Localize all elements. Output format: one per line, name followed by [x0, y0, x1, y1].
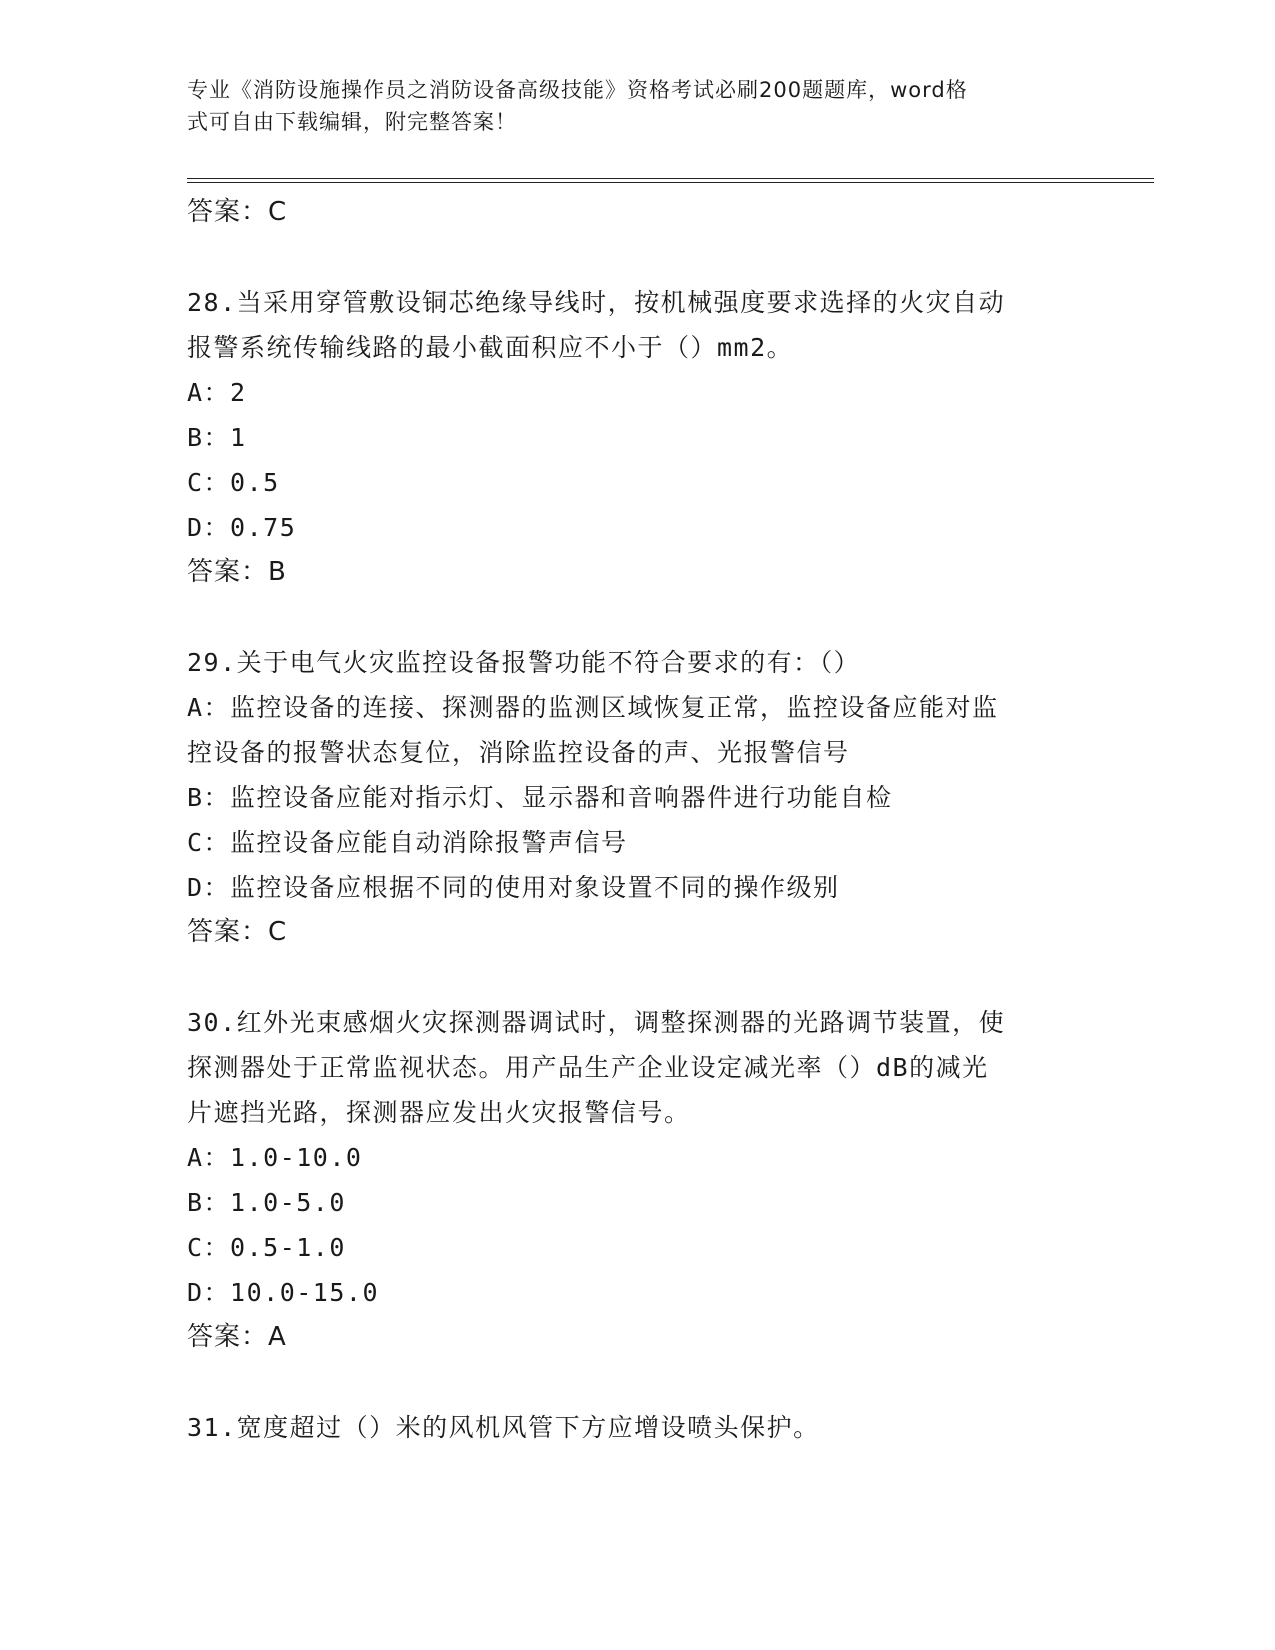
- page-header: [187, 74, 1067, 138]
- question-line: C：0.5: [187, 468, 280, 497]
- question-line: C：0.5-1.0: [187, 1233, 346, 1262]
- question-line: C：监控设备应能自动消除报警声信号: [187, 828, 628, 857]
- question-line: 报警系统传输线路的最小截面积应不小于（）mm2。: [187, 333, 794, 362]
- answer-line: 答案：A: [187, 1322, 287, 1352]
- question-line: 28.当采用穿管敷设铜芯绝缘导线时，按机械强度要求选择的火灾自动: [187, 288, 1006, 317]
- question-line: 控设备的报警状态复位，消除监控设备的声、光报警信号: [187, 738, 850, 767]
- question-line: A：监控设备的连接、探测器的监测区域恢复正常，监控设备应能对监: [187, 693, 999, 722]
- question-line: D：0.75: [187, 513, 297, 542]
- answer-line: 答案：C: [187, 917, 288, 947]
- question-line: 片遮挡光路，探测器应发出火灾报警信号。: [187, 1098, 691, 1127]
- question-line: B：1.0-5.0: [187, 1188, 346, 1217]
- spacer: [187, 235, 1087, 280]
- question-line: 31.宽度超过（）米的风机风管下方应增设喷头保护。: [187, 1413, 820, 1442]
- answer-line: 答案：B: [187, 557, 287, 587]
- question-line: D：10.0-15.0: [187, 1278, 380, 1307]
- question-line: B：1: [187, 423, 247, 452]
- question-line: A：2: [187, 378, 247, 407]
- question-line: A：1.0-10.0: [187, 1143, 363, 1172]
- header-double-rule: [187, 178, 1154, 183]
- spacer: [187, 955, 1087, 1000]
- question-line: D：监控设备应根据不同的使用对象设置不同的操作级别: [187, 873, 840, 902]
- question-line: B：监控设备应能对指示灯、显示器和音响器件进行功能自检: [187, 783, 893, 812]
- header-line-1: 专业《消防设施操作员之消防设备高级技能》资格考试必刷200题题库，word格: [187, 78, 968, 102]
- answer-line: 答案：C: [187, 197, 288, 227]
- question-line: 30.红外光束感烟火灾探测器调试时，调整探测器的光路调节装置，使: [187, 1008, 1006, 1037]
- spacer: [187, 595, 1087, 640]
- header-line-2: 式可自由下载编辑，附完整答案！: [187, 110, 517, 134]
- question-line: 29.关于电气火灾监控设备报警功能不符合要求的有：（）: [187, 648, 861, 677]
- question-content: [187, 190, 1087, 1450]
- question-line: 探测器处于正常监视状态。用产品生产企业设定减光率（）dB的减光: [187, 1053, 989, 1082]
- spacer: [187, 1360, 1087, 1405]
